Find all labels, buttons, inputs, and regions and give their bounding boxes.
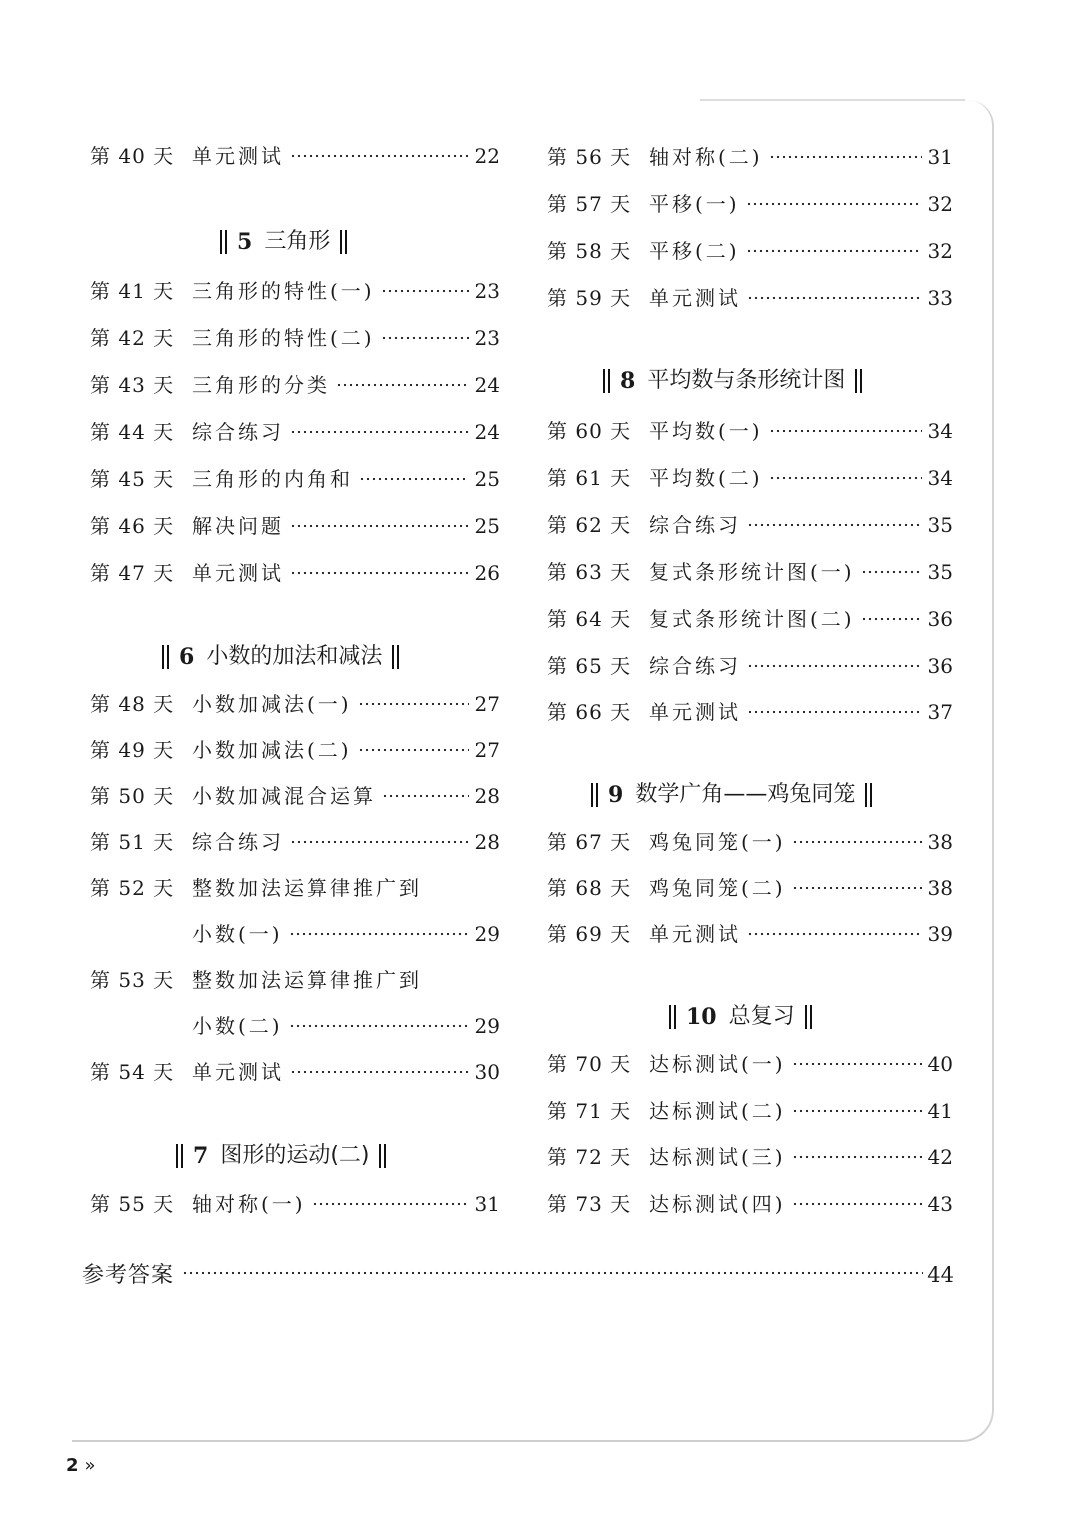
leader-dots bbox=[290, 840, 469, 844]
entry-day: 第 50 天 bbox=[90, 784, 175, 808]
sheet-top-edge bbox=[700, 99, 965, 101]
leader-dots bbox=[769, 429, 922, 433]
toc-entry[interactable] bbox=[547, 1050, 953, 1078]
entry-day: 第 41 天 bbox=[90, 279, 175, 303]
section-number: 8 bbox=[620, 368, 636, 394]
heading-bar-left bbox=[220, 230, 227, 254]
toc-entry[interactable] bbox=[547, 1097, 953, 1125]
leader-dots bbox=[382, 794, 469, 798]
entry-day: 第 73 天 bbox=[547, 1192, 632, 1216]
leader-dots bbox=[289, 1024, 469, 1028]
entry-title: 小数加减法(一) bbox=[192, 692, 352, 716]
entry-page: 23 bbox=[474, 279, 500, 303]
entry-page: 41 bbox=[927, 1099, 953, 1123]
entry-page: 34 bbox=[927, 466, 953, 490]
toc-entry[interactable] bbox=[547, 874, 953, 902]
entry-title: 综合练习 bbox=[649, 654, 741, 678]
entry-day: 第 58 天 bbox=[547, 239, 632, 263]
section-title: 数学广角——鸡兔同笼 bbox=[635, 782, 856, 807]
entry-title: 小数加减混合运算 bbox=[192, 784, 376, 808]
leader-dots bbox=[747, 664, 922, 668]
entry-page: 32 bbox=[927, 192, 953, 216]
entry-title: 单元测试 bbox=[192, 561, 284, 585]
leader-dots bbox=[290, 1070, 469, 1074]
heading-bar-right bbox=[805, 1005, 812, 1029]
entry-title: 综合练习 bbox=[649, 513, 741, 537]
entry-page: 39 bbox=[927, 922, 953, 946]
toc-entry[interactable] bbox=[90, 782, 500, 810]
entry-day: 第 51 天 bbox=[90, 830, 175, 854]
toc-entry[interactable] bbox=[547, 511, 953, 539]
entry-day: 第 72 天 bbox=[547, 1145, 632, 1169]
entry-page: 28 bbox=[474, 830, 500, 854]
leader-dots bbox=[289, 932, 469, 936]
leader-dots bbox=[359, 477, 469, 481]
entry-page: 29 bbox=[474, 1014, 500, 1038]
leader-dots bbox=[381, 336, 469, 340]
entry-page: 32 bbox=[927, 239, 953, 263]
entry-day: 第 66 天 bbox=[547, 700, 632, 724]
heading-bar-left bbox=[669, 1005, 676, 1029]
page-number: 2 bbox=[66, 1454, 79, 1476]
toc-entry[interactable] bbox=[90, 371, 500, 399]
entry-title: 小数加减法(二) bbox=[192, 738, 352, 762]
entry-day: 第 68 天 bbox=[547, 876, 632, 900]
toc-entry[interactable] bbox=[90, 512, 500, 540]
toc-entry[interactable] bbox=[547, 237, 953, 265]
toc-entry[interactable] bbox=[90, 966, 500, 994]
entry-day: 第 55 天 bbox=[90, 1192, 175, 1216]
section-number: 6 bbox=[179, 644, 195, 670]
heading-bar-right bbox=[340, 230, 347, 254]
leader-dots bbox=[747, 710, 922, 714]
toc-entry-continuation[interactable] bbox=[90, 1012, 500, 1040]
leader-dots bbox=[746, 249, 922, 253]
toc-entry[interactable] bbox=[547, 605, 953, 633]
entry-day: 第 56 天 bbox=[547, 145, 632, 169]
toc-entry[interactable] bbox=[90, 828, 500, 856]
entry-day: 第 65 天 bbox=[547, 654, 632, 678]
toc-entry[interactable] bbox=[547, 920, 953, 948]
section-title: 小数的加法和减法 bbox=[206, 644, 383, 669]
toc-entry[interactable] bbox=[547, 1143, 953, 1171]
page-footer bbox=[66, 1452, 96, 1478]
entry-title: 鸡兔同笼(二) bbox=[649, 876, 786, 900]
entry-page: 24 bbox=[474, 420, 500, 444]
entry-day: 第 44 天 bbox=[90, 420, 175, 444]
entry-title: 达标测试(三) bbox=[649, 1145, 786, 1169]
entry-page: 31 bbox=[927, 145, 953, 169]
entry-title: 三角形的内角和 bbox=[192, 467, 353, 491]
heading-bar-right bbox=[865, 783, 872, 807]
entry-day: 第 54 天 bbox=[90, 1060, 175, 1084]
toc-entry[interactable] bbox=[547, 417, 953, 445]
entry-day: 第 60 天 bbox=[547, 419, 632, 443]
entry-page: 35 bbox=[927, 560, 953, 584]
toc-entry[interactable] bbox=[90, 736, 500, 764]
section-heading bbox=[547, 1000, 953, 1034]
leader-dots bbox=[769, 476, 922, 480]
toc-entry[interactable] bbox=[90, 690, 500, 718]
leader-dots bbox=[290, 154, 469, 158]
entry-day: 第 45 天 bbox=[90, 467, 175, 491]
double-chevron-icon: » bbox=[84, 1454, 96, 1476]
entry-title: 单元测试 bbox=[649, 700, 741, 724]
entry-title: 三角形的分类 bbox=[192, 373, 330, 397]
entry-title: 三角形的特性(一) bbox=[192, 279, 375, 303]
toc-entry[interactable] bbox=[547, 190, 953, 218]
leader-dots bbox=[290, 524, 469, 528]
leader-dots bbox=[182, 1271, 923, 1275]
entry-page: 36 bbox=[927, 654, 953, 678]
entry-day: 第 70 天 bbox=[547, 1052, 632, 1076]
entry-day: 第 71 天 bbox=[547, 1099, 632, 1123]
leader-dots bbox=[861, 570, 922, 574]
entry-title: 平移(二) bbox=[649, 239, 740, 263]
entry-title: 平均数(一) bbox=[649, 419, 763, 443]
entry-page: 29 bbox=[474, 922, 500, 946]
entry-day: 第 61 天 bbox=[547, 466, 632, 490]
toc-entry[interactable] bbox=[547, 284, 953, 312]
toc-entry[interactable] bbox=[90, 1058, 500, 1086]
toc-entry[interactable] bbox=[547, 558, 953, 586]
entry-page: 40 bbox=[927, 1052, 953, 1076]
entry-day: 第 46 天 bbox=[90, 514, 175, 538]
leader-dots bbox=[747, 932, 922, 936]
entry-page: 43 bbox=[927, 1192, 953, 1216]
leader-dots bbox=[792, 840, 922, 844]
entry-day: 第 69 天 bbox=[547, 922, 632, 946]
toc-entry-continuation[interactable] bbox=[90, 920, 500, 948]
leader-dots bbox=[312, 1202, 469, 1206]
heading-bar-left bbox=[591, 783, 598, 807]
section-number: 9 bbox=[608, 782, 624, 808]
section-number: 7 bbox=[193, 1143, 209, 1169]
toc-entry[interactable] bbox=[547, 698, 953, 726]
section-title: 图形的运动(二) bbox=[220, 1143, 370, 1168]
entry-title: 达标测试(四) bbox=[649, 1192, 786, 1216]
entry-title: 解决问题 bbox=[192, 514, 284, 538]
leader-dots bbox=[336, 383, 469, 387]
leader-dots bbox=[792, 886, 922, 890]
toc-entry[interactable] bbox=[547, 1190, 953, 1218]
toc-entry[interactable] bbox=[547, 652, 953, 680]
heading-bar-right bbox=[392, 645, 399, 669]
entry-page: 36 bbox=[927, 607, 953, 631]
toc-entry[interactable] bbox=[90, 465, 500, 493]
entry-day: 第 49 天 bbox=[90, 738, 175, 762]
section-title: 三角形 bbox=[264, 229, 331, 254]
entry-title: 达标测试(二) bbox=[649, 1099, 786, 1123]
entry-title: 复式条形统计图(二) bbox=[649, 607, 855, 631]
section-heading bbox=[90, 225, 500, 259]
leader-dots bbox=[861, 617, 922, 621]
section-heading bbox=[90, 640, 500, 674]
entry-title: 轴对称(二) bbox=[649, 145, 763, 169]
answers-title: 参考答案 bbox=[82, 1263, 175, 1288]
entry-title: 单元测试 bbox=[649, 922, 741, 946]
answers-page: 44 bbox=[927, 1263, 954, 1287]
entry-page: 33 bbox=[927, 286, 953, 310]
leader-dots bbox=[290, 430, 469, 434]
leader-dots bbox=[358, 748, 469, 752]
entry-title: 复式条形统计图(一) bbox=[649, 560, 855, 584]
entry-page: 24 bbox=[474, 373, 500, 397]
entry-day: 第 57 天 bbox=[547, 192, 632, 216]
toc-entry[interactable] bbox=[90, 324, 500, 352]
entry-title: 轴对称(一) bbox=[192, 1192, 306, 1216]
section-heading bbox=[90, 1139, 500, 1173]
entry-page: 30 bbox=[474, 1060, 500, 1084]
entry-day: 第 53 天 bbox=[90, 968, 175, 992]
leader-dots bbox=[746, 202, 922, 206]
leader-dots bbox=[792, 1109, 922, 1113]
entry-page: 38 bbox=[927, 830, 953, 854]
heading-bar-left bbox=[162, 645, 169, 669]
leader-dots bbox=[381, 289, 469, 293]
entry-page: 42 bbox=[927, 1145, 953, 1169]
entry-page: 31 bbox=[474, 1192, 500, 1216]
entry-page: 37 bbox=[927, 700, 953, 724]
section-number: 5 bbox=[237, 229, 253, 255]
toc-answers-entry[interactable] bbox=[82, 1258, 954, 1288]
entry-day: 第 48 天 bbox=[90, 692, 175, 716]
toc-entry[interactable] bbox=[90, 142, 500, 170]
entry-page: 23 bbox=[474, 326, 500, 350]
entry-day: 第 42 天 bbox=[90, 326, 175, 350]
toc-entry[interactable] bbox=[547, 464, 953, 492]
entry-title: 平均数(二) bbox=[649, 466, 763, 490]
entry-title: 鸡兔同笼(一) bbox=[649, 830, 786, 854]
heading-bar-right bbox=[379, 1144, 386, 1168]
entry-title: 小数(一) bbox=[192, 922, 283, 946]
entry-page: 38 bbox=[927, 876, 953, 900]
entry-day: 第 59 天 bbox=[547, 286, 632, 310]
section-number: 10 bbox=[686, 1004, 717, 1030]
section-heading bbox=[547, 778, 953, 812]
entry-day: 第 67 天 bbox=[547, 830, 632, 854]
entry-title: 单元测试 bbox=[192, 1060, 284, 1084]
entry-day: 第 62 天 bbox=[547, 513, 632, 537]
entry-page: 25 bbox=[474, 514, 500, 538]
heading-bar-right bbox=[855, 369, 862, 393]
entry-page: 27 bbox=[474, 692, 500, 716]
entry-title: 整数加法运算律推广到 bbox=[192, 968, 422, 992]
leader-dots bbox=[792, 1062, 922, 1066]
entry-title: 单元测试 bbox=[649, 286, 741, 310]
leader-dots bbox=[792, 1155, 922, 1159]
leader-dots bbox=[290, 571, 469, 575]
toc-entry[interactable] bbox=[90, 277, 500, 305]
toc-entry[interactable] bbox=[90, 559, 500, 587]
section-heading bbox=[547, 364, 953, 398]
entry-title: 小数(二) bbox=[192, 1014, 283, 1038]
heading-bar-left bbox=[603, 369, 610, 393]
entry-title: 综合练习 bbox=[192, 420, 284, 444]
section-title: 平均数与条形统计图 bbox=[647, 368, 846, 393]
leader-dots bbox=[747, 523, 922, 527]
entry-title: 单元测试 bbox=[192, 144, 284, 168]
entry-page: 27 bbox=[474, 738, 500, 762]
entry-page: 25 bbox=[474, 467, 500, 491]
entry-title: 平移(一) bbox=[649, 192, 740, 216]
leader-dots bbox=[747, 296, 922, 300]
entry-day: 第 43 天 bbox=[90, 373, 175, 397]
entry-page: 26 bbox=[474, 561, 500, 585]
entry-title: 综合练习 bbox=[192, 830, 284, 854]
entry-page: 34 bbox=[927, 419, 953, 443]
heading-bar-left bbox=[176, 1144, 183, 1168]
toc-entry[interactable] bbox=[90, 1190, 500, 1218]
toc-entry[interactable] bbox=[90, 418, 500, 446]
entry-page: 35 bbox=[927, 513, 953, 537]
entry-title: 三角形的特性(二) bbox=[192, 326, 375, 350]
entry-title: 达标测试(一) bbox=[649, 1052, 786, 1076]
entry-page: 22 bbox=[474, 144, 500, 168]
entry-page: 28 bbox=[474, 784, 500, 808]
toc-entry[interactable] bbox=[547, 828, 953, 856]
toc-entry[interactable] bbox=[547, 143, 953, 171]
leader-dots bbox=[358, 702, 469, 706]
entry-day: 第 40 天 bbox=[90, 144, 175, 168]
entry-title: 整数加法运算律推广到 bbox=[192, 876, 422, 900]
entry-day: 第 63 天 bbox=[547, 560, 632, 584]
entry-day: 第 47 天 bbox=[90, 561, 175, 585]
leader-dots bbox=[792, 1202, 922, 1206]
entry-day: 第 64 天 bbox=[547, 607, 632, 631]
section-title: 总复习 bbox=[728, 1004, 795, 1029]
entry-day: 第 52 天 bbox=[90, 876, 175, 900]
leader-dots bbox=[769, 155, 922, 159]
toc-entry[interactable] bbox=[90, 874, 500, 902]
